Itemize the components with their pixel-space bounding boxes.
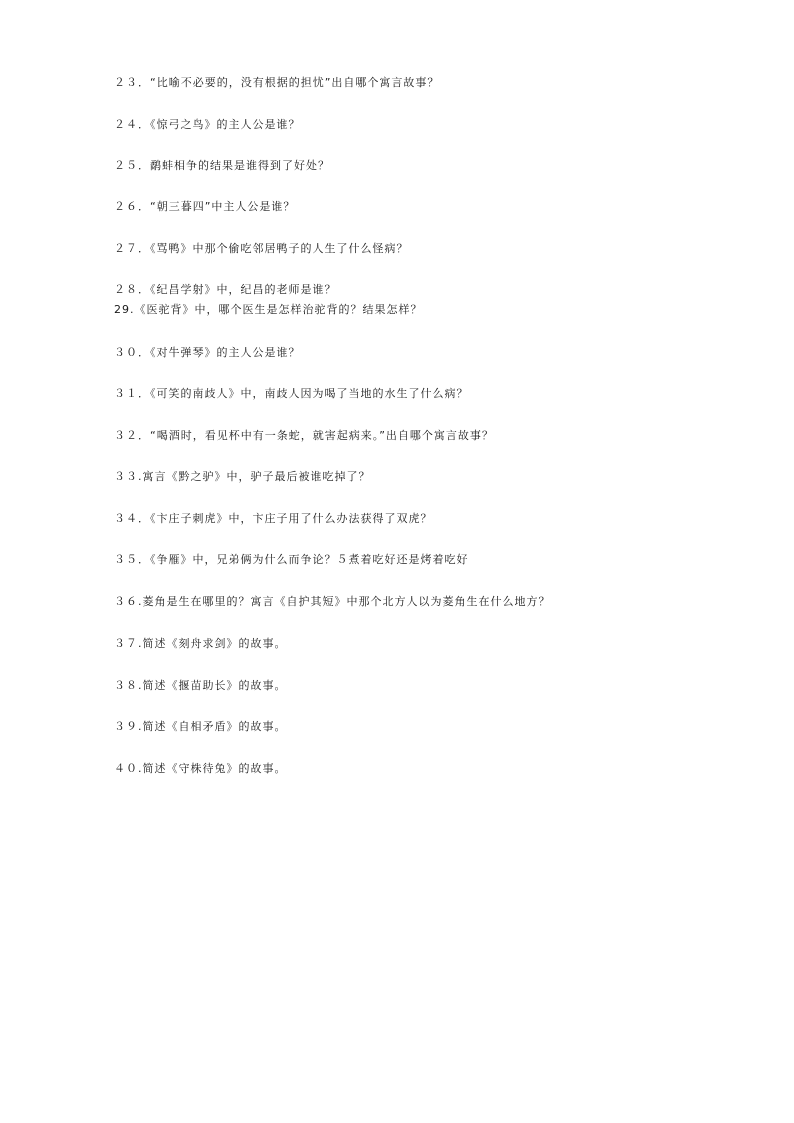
question-25: ２５．鹬蚌相争的结果是谁得到了好处？ (114, 159, 330, 172)
question-32: ３２．“喝酒时，看见杯中有一条蛇，就害起病来。”出自哪个寓言故事？ (114, 429, 494, 442)
question-38: ３８.简述《揠苗助长》的故事。 (114, 679, 287, 692)
question-37: ３７.简述《刻舟求剑》的故事。 (114, 637, 287, 650)
question-31: ３１．《可笑的南歧人》中，南歧人因为喝了当地的水生了什么病？ (114, 387, 469, 400)
question-26: ２６．“朝三暮四”中主人公是谁？ (114, 200, 296, 213)
question-30: ３０．《对牛弹琴》的主人公是谁？ (114, 346, 301, 359)
question-27: ２７．《骂鸭》中那个偷吃邻居鸭子的人生了什么怪病？ (114, 242, 409, 255)
question-39: ３９.简述《自相矛盾》的故事。 (114, 720, 287, 733)
question-40: ４０.简述《守株待兔》的故事。 (114, 762, 287, 775)
question-24: ２４．《惊弓之鸟》的主人公是谁？ (114, 118, 301, 131)
question-28: ２８．《纪昌学射》中，纪昌的老师是谁？ (114, 283, 337, 296)
question-35: ３５．《争雁》中，兄弟俩为什么而争论？５煮着吃好还是烤着吃好 (114, 553, 469, 566)
question-34: ３４．《卞庄子刺虎》中，卞庄子用了什么办法获得了双虎？ (114, 512, 433, 525)
question-36: ３６.菱角是生在哪里的？寓言《自护其短》中那个北方人以为菱角生在什么地方？ (114, 595, 551, 608)
question-29: 29.《医驼背》中，哪个医生是怎样治驼背的？结果怎样？ (114, 303, 423, 316)
question-23: ２３．“比喻不必要的，没有根据的担忧”出自哪个寓言故事？ (114, 76, 440, 89)
question-33: ３３.寓言《黔之驴》中，驴子最后被谁吃掉了？ (114, 470, 371, 483)
